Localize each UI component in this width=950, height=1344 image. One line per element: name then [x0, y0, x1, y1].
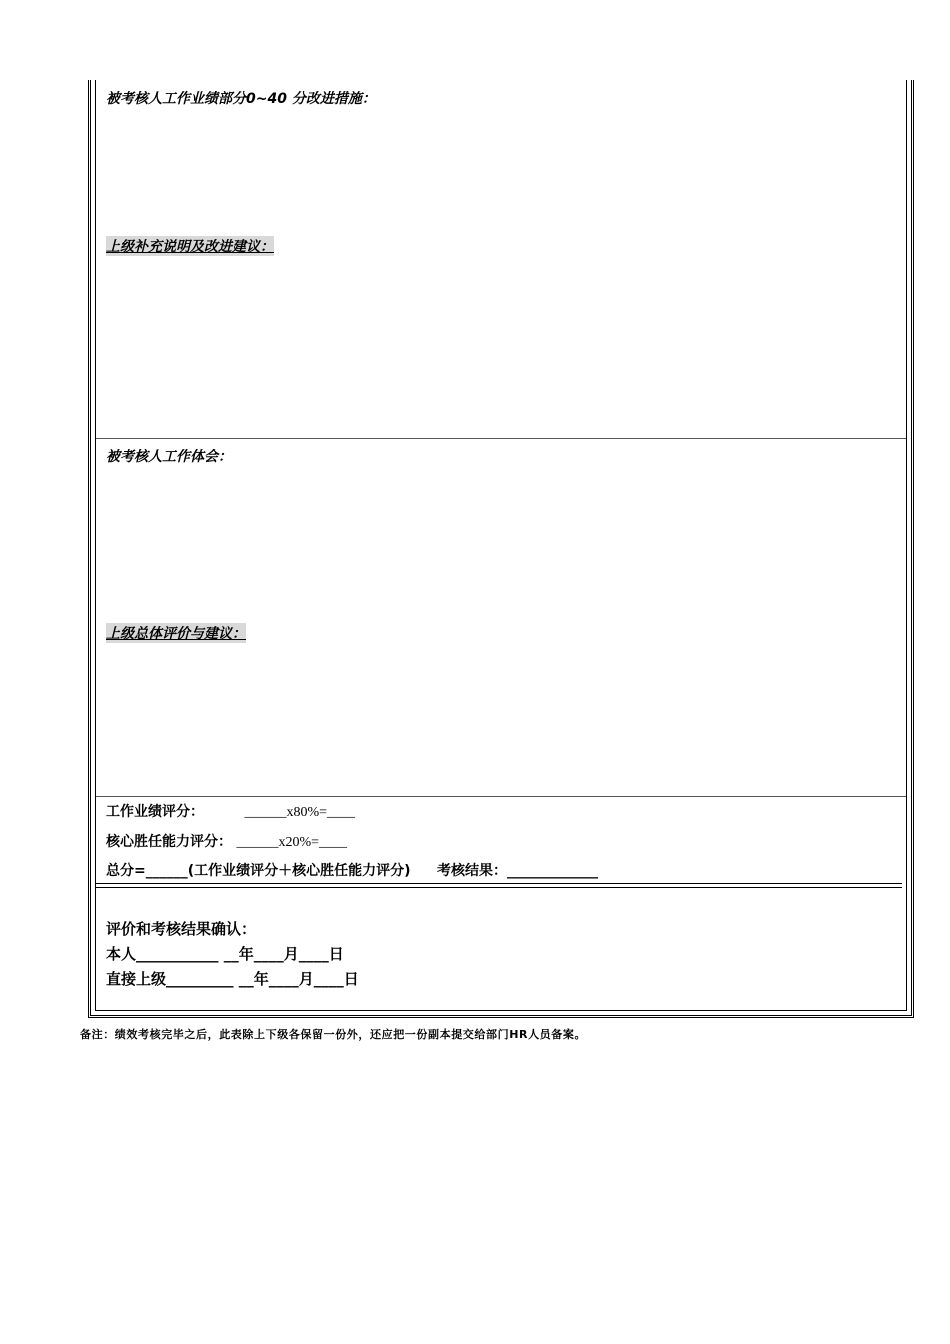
confirmation-title: 评价和考核结果确认： [106, 920, 257, 938]
footer-note: 备注：绩效考核完毕之后，此表除上下级各保留一份外，还应把一份副本提交给部门HR人员备案。 [80, 1028, 587, 1041]
form-inner-border [95, 80, 907, 1011]
supervisor-notes-label: 上级补充说明及改进建议： [106, 236, 274, 256]
improvement-measures-label: 被考核人工作业绩部分0~40 分改进措施： [106, 91, 376, 107]
supervisor-signature-line: 直接上级_________ __年____月____日 [106, 970, 359, 988]
performance-score-line [106, 801, 355, 821]
performance-score-formula: ______x80%=____ [244, 805, 356, 820]
employee-experience-label: 被考核人工作体会： [106, 449, 232, 465]
competency-score-line [106, 831, 347, 851]
self-signature-line: 本人___________ __年____月____日 [106, 945, 344, 963]
total-score-line [106, 860, 598, 880]
appraisal-form [88, 80, 914, 1018]
result-label: 考核结果：_____________ [436, 863, 598, 879]
competency-score-label: 核心胜任能力评分： [106, 834, 232, 850]
row-divider [96, 438, 906, 439]
total-score-label: 总分=______(工作业绩评分＋核心胜任能力评分) [106, 863, 411, 879]
supervisor-evaluation-label: 上级总体评价与建议： [106, 623, 246, 643]
performance-score-label: 工作业绩评分： [106, 804, 204, 820]
competency-score-formula: ______x20%=____ [236, 835, 348, 850]
double-divider [96, 883, 902, 888]
row-divider [96, 796, 906, 797]
